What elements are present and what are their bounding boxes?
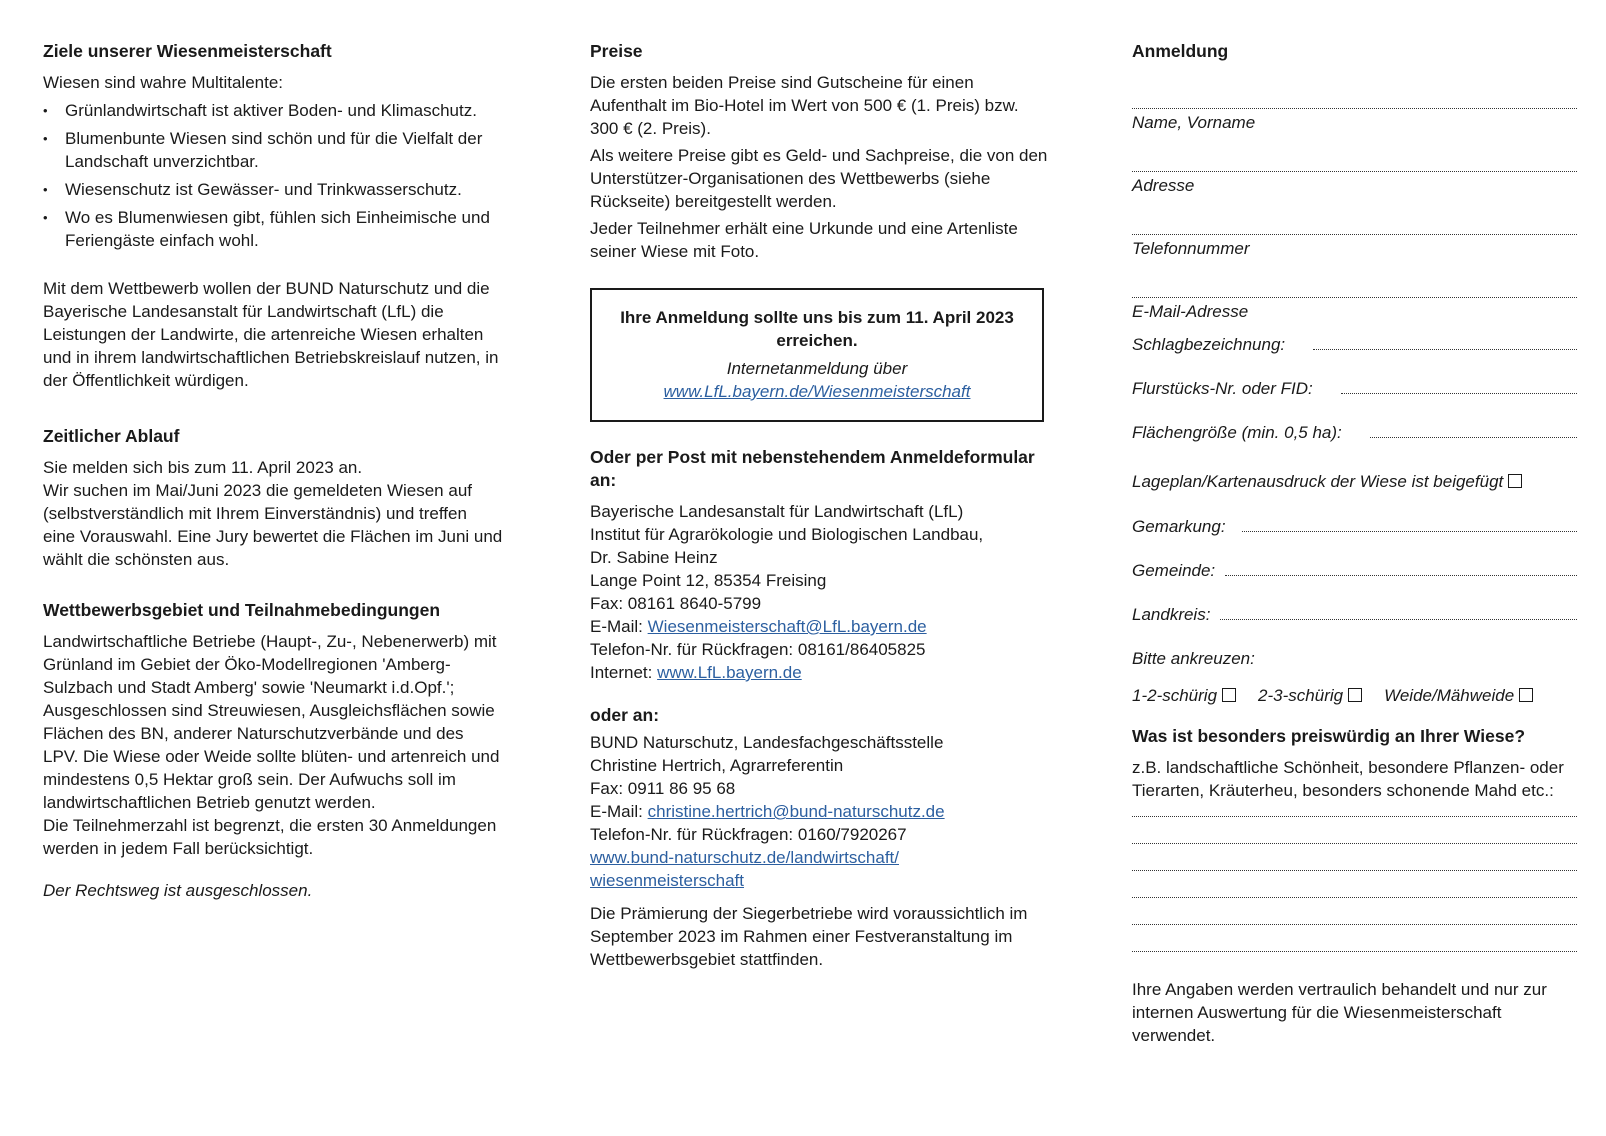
timeline-line2: Wir suchen im Mai/Juni 2023 die gemeldeten Wiesen auf (selbstverständlich mit Ihrem Einverständnis) und treffen eine Vorauswahl. Eine Jury bewertet die Flächen im Juni und wählt die schönsten aus.	[43, 481, 503, 569]
flaeche-input[interactable]	[1370, 437, 1577, 438]
deadline-box	[590, 288, 1044, 422]
legal-note: Der Rechtsweg ist ausgeschlossen.	[43, 881, 313, 900]
phone-label: Telefonnummer	[1132, 239, 1250, 258]
lfl-email-link[interactable]: Wiesenmeisterschaft@LfL.bayern.de	[647, 617, 927, 636]
gemarkung-label: Gemarkung:	[1132, 517, 1226, 536]
post-fax: Fax: 08161 8640-5799	[590, 594, 762, 613]
landkreis-input[interactable]	[1220, 619, 1577, 620]
question-hint: z.B. landschaftliche Schönheit, besondere Pflanzen- oder Tierarten, Kräuterheu, besonders schonende Mahd etc.:	[1132, 758, 1564, 800]
alt-email-row	[590, 800, 1050, 823]
answer-line[interactable]	[1132, 816, 1577, 817]
address-input[interactable]	[1132, 171, 1577, 172]
phone-input[interactable]	[1132, 234, 1577, 235]
flaeche-field[interactable]	[1132, 421, 1577, 444]
post-email-row	[590, 615, 1050, 638]
option-2-3[interactable]	[1258, 684, 1362, 707]
bund-website-link-line2[interactable]: wiesenmeisterschaft	[590, 871, 745, 890]
conditions-paragraph2: Die Teilnehmerzahl ist begrenzt, die ersten 30 Anmeldungen werden in jedem Fall berücksichtigt.	[43, 816, 497, 858]
timeline-line1: Sie melden sich bis zum 11. April 2023 an.	[43, 458, 363, 477]
conditions-paragraph: Landwirtschaftliche Betriebe (Haupt-, Zu-, Nebenerwerb) mit Grünland im Gebiet der Öko-Modellregionen 'Amberg-Sulzbach und Stadt Amberg' sowie 'Neumarkt i.d.Opf.'; Ausgeschlossen sind Streuwiesen, Ausgleichsflächen sowie Flächen des BN, anderer Naturschutzverbände und des LPV. Die Wiese oder Weide sollte blüten- und artenreich und mindestens 0,5 Hektar groß sein. Der Aufwuchs soll im landwirtschaftlichen Betrieb genutzt werden.	[43, 632, 500, 812]
email-label: E-Mail-Adresse	[1132, 302, 1249, 321]
option-1-2-label: 1-2-schürig	[1132, 686, 1218, 705]
registration-heading: Anmeldung	[1132, 41, 1229, 61]
lfl-website-link[interactable]: www.LfL.bayern.de	[657, 663, 802, 682]
gemeinde-input[interactable]	[1225, 575, 1577, 576]
flurstueck-field[interactable]	[1132, 377, 1577, 400]
lageplan-row[interactable]	[1132, 470, 1577, 493]
post-person: Dr. Sabine Heinz	[590, 548, 718, 567]
answer-line[interactable]	[1132, 924, 1577, 925]
alt-fax: Fax: 0911 86 95 68	[590, 779, 736, 798]
option-2-3-label: 2-3-schürig	[1258, 686, 1344, 705]
gemarkung-field[interactable]	[1132, 515, 1577, 538]
email-label: E-Mail:	[590, 617, 648, 636]
mowing-options	[1132, 684, 1577, 707]
alt-url-row	[590, 846, 1050, 892]
ankreuzen-label: Bitte ankreuzen:	[1132, 649, 1255, 668]
alt-org: BUND Naturschutz, Landesfachgeschäftsstelle	[590, 733, 944, 752]
column-right	[1132, 40, 1577, 1047]
prizes-p2: Als weitere Preise gibt es Geld- und Sachpreise, die von den Unterstützer-Organisationen des Wettbewerbs (siehe Rückseite) bereitgestellt werden.	[590, 146, 1048, 211]
prizes-p1: Die ersten beiden Preise sind Gutscheine für einen Aufenthalt im Bio-Hotel im Wert von 500 € (1. Preis) bzw. 300 € (2. Preis).	[590, 73, 1019, 138]
option-weide-checkbox[interactable]	[1519, 688, 1533, 702]
answer-line[interactable]	[1132, 870, 1577, 871]
flurstueck-input[interactable]	[1341, 393, 1577, 394]
option-weide[interactable]	[1384, 684, 1533, 707]
post-org: Bayerische Landesanstalt für Landwirtschaft (LfL)	[590, 502, 964, 521]
option-2-3-checkbox[interactable]	[1348, 688, 1362, 702]
closing-paragraph: Die Prämierung der Siegerbetriebe wird voraussichtlich im September 2023 im Rahmen einer Festveranstaltung im Wettbewerbsgebiet stattfinden.	[590, 904, 1028, 969]
alt-phone: Telefon-Nr. für Rückfragen: 0160/7920267	[590, 825, 907, 844]
goals-heading: Ziele unserer Wiesenmeisterschaft	[43, 41, 332, 61]
alt-person: Christine Hertrich, Agrarreferentin	[590, 756, 844, 775]
option-1-2[interactable]	[1132, 684, 1236, 707]
name-label: Name, Vorname	[1132, 113, 1256, 132]
list-item: • Blumenbunte Wiesen sind schön und für die Vielfalt der Landschaft unverzichtbar.	[43, 127, 503, 173]
answer-line[interactable]	[1132, 951, 1577, 952]
registration-link[interactable]: www.LfL.bayern.de/Wiesenmeisterschaft	[663, 382, 971, 401]
timeline-heading: Zeitlicher Ablauf	[43, 426, 180, 446]
bund-website-link-line1[interactable]: www.bund-naturschutz.de/landwirtschaft/	[590, 848, 899, 867]
post-phone: Telefon-Nr. für Rückfragen: 08161/86405825	[590, 640, 926, 659]
list-item: • Grünlandwirtschaft ist aktiver Boden- und Klimaschutz.	[43, 99, 503, 122]
deadline-text: Ihre Anmeldung sollte uns bis zum 11. April 2023 erreichen.	[620, 308, 1014, 350]
column-middle	[590, 40, 1050, 971]
post-address: Lange Point 12, 85354 Freising	[590, 571, 827, 590]
goals-intro: Wiesen sind wahre Multitalente:	[43, 73, 284, 92]
online-label: Internetanmeldung über	[726, 359, 908, 378]
lageplan-checkbox[interactable]	[1508, 474, 1522, 488]
list-item: • Wo es Blumenwiesen gibt, fühlen sich Einheimische und Feriengäste einfach wohl.	[43, 206, 503, 252]
prizes-p3: Jeder Teilnehmer erhält eine Urkunde und eine Artenliste seiner Wiese mit Foto.	[590, 219, 1018, 261]
schlag-input[interactable]	[1313, 349, 1577, 350]
option-weide-label: Weide/Mähweide	[1384, 686, 1515, 705]
schlag-field[interactable]	[1132, 333, 1577, 356]
column-left	[43, 40, 503, 902]
flaeche-label: Flächengröße (min. 0,5 ha):	[1132, 423, 1342, 442]
lageplan-label: Lageplan/Kartenausdruck der Wiese ist beigefügt	[1132, 472, 1504, 491]
answer-line[interactable]	[1132, 843, 1577, 844]
bund-email-link[interactable]: christine.hertrich@bund-naturschutz.de	[647, 802, 945, 821]
email-input[interactable]	[1132, 297, 1577, 298]
landkreis-label: Landkreis:	[1132, 605, 1211, 624]
address-label: Adresse	[1132, 176, 1195, 195]
post-heading: Oder per Post mit nebenstehendem Anmeldeformular an:	[590, 447, 1035, 490]
alt-heading: oder an:	[590, 705, 660, 725]
gemeinde-field[interactable]	[1132, 559, 1577, 582]
schlag-label: Schlagbezeichnung:	[1132, 335, 1286, 354]
conditions-heading: Wettbewerbsgebiet und Teilnahmebedingungen	[43, 600, 441, 620]
name-input[interactable]	[1132, 108, 1577, 109]
answer-line[interactable]	[1132, 897, 1577, 898]
list-item: • Wiesenschutz ist Gewässer- und Trinkwasserschutz.	[43, 178, 503, 201]
gemeinde-label: Gemeinde:	[1132, 561, 1216, 580]
internet-label: Internet:	[590, 663, 658, 682]
gemarkung-input[interactable]	[1242, 531, 1577, 532]
flurstueck-label: Flurstücks-Nr. oder FID:	[1132, 379, 1313, 398]
post-inst: Institut für Agrarökologie und Biologischen Landbau,	[590, 525, 984, 544]
question-heading: Was ist besonders preiswürdig an Ihrer Wiese?	[1132, 726, 1526, 746]
landkreis-field[interactable]	[1132, 603, 1577, 626]
goals-list	[43, 99, 503, 252]
prizes-heading: Preise	[590, 41, 643, 61]
email-label: E-Mail:	[590, 802, 648, 821]
privacy-note: Ihre Angaben werden vertraulich behandelt und nur zur internen Auswertung für die Wiesenmeisterschaft verwendet.	[1132, 980, 1547, 1045]
goals-paragraph: Mit dem Wettbewerb wollen der BUND Naturschutz und die Bayerische Landesanstalt für Landwirtschaft (LfL) die Leistungen der Landwirte, die artenreiche Wiesen erhalten und in ihrem landwirtschaftlichen Betriebskreislauf nutzen, in der Öffentlichkeit würdigen.	[43, 279, 499, 390]
answer-lines[interactable]	[1132, 816, 1577, 952]
option-1-2-checkbox[interactable]	[1222, 688, 1236, 702]
post-internet-row	[590, 661, 1050, 684]
